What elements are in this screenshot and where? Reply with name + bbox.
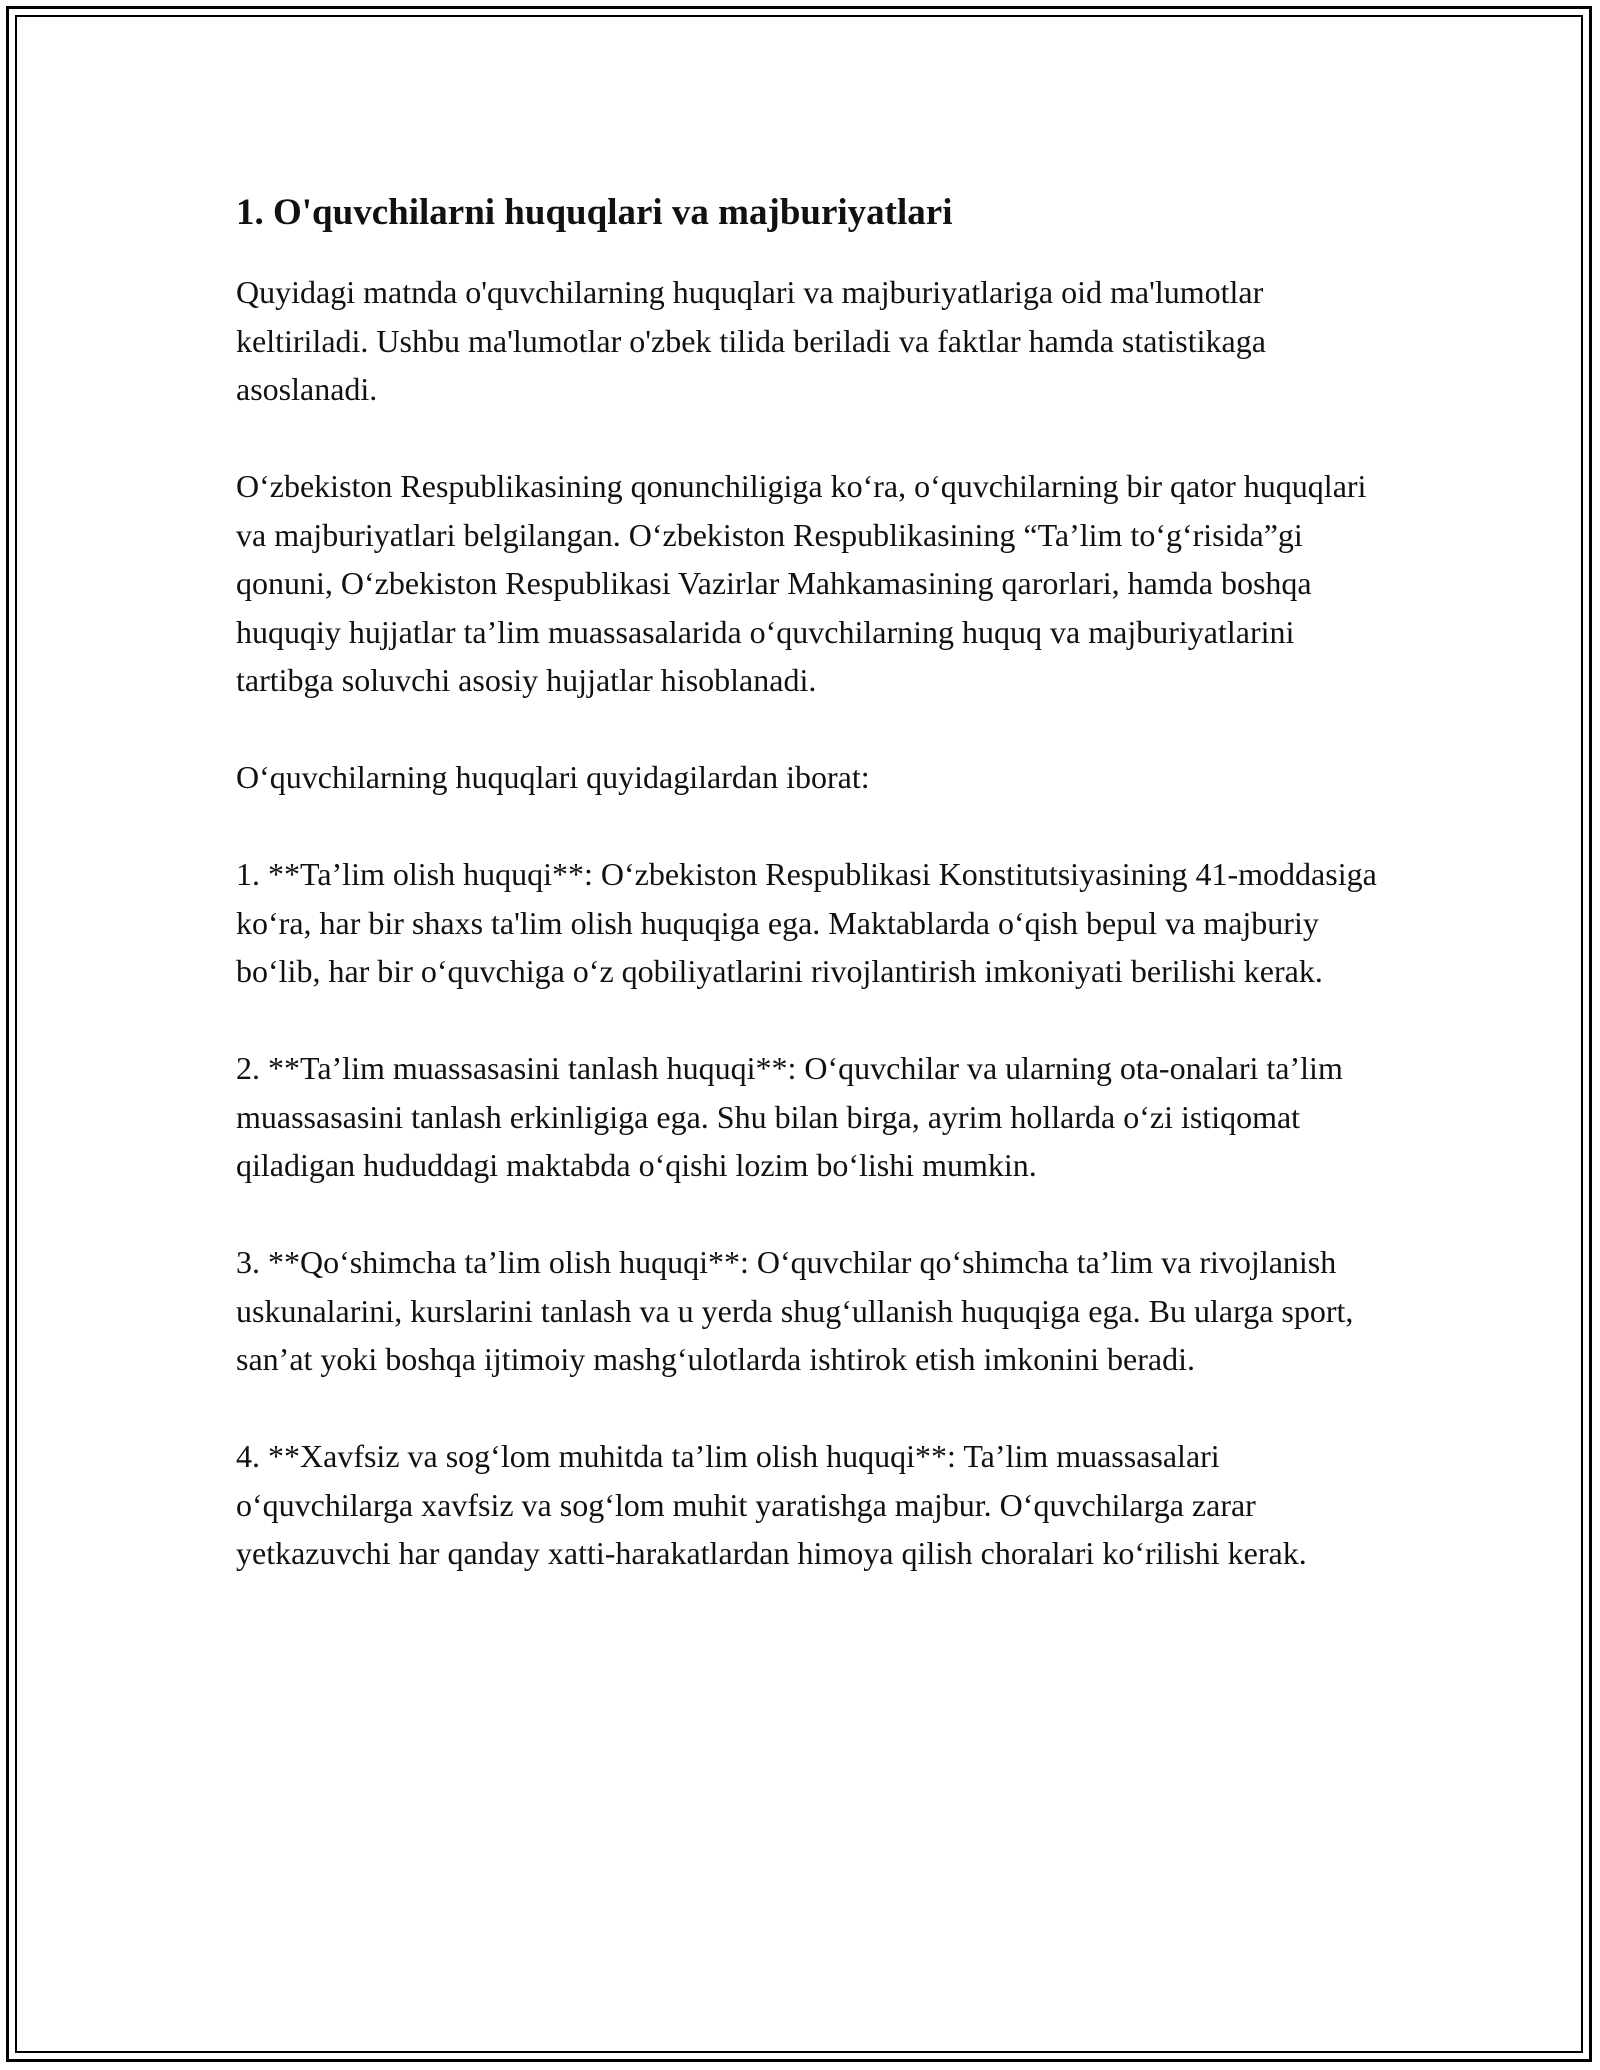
right-item-4: 4. **Xavfsiz va sog‘lom muhitda ta’lim olish huquqi**: Ta’lim muassasalari o‘quvchilarga xavfsiz va sog‘lom muhit yaratishga majbur. O‘quvchilarga zarar yetkazuvchi har qanday xatti-harakatlardan himoya qilish choralari ko‘rilishi kerak. (236, 1438, 1307, 1571)
rights-heading-paragraph: O‘quvchilarning huquqlari quyidagilardan iborat: (236, 759, 870, 795)
document-title: 1. O'quvchilarni huquqlari va majburiyatlari (236, 192, 953, 233)
right-item-3: 3. **Qo‘shimcha ta’lim olish huquqi**: O‘quvchilar qo‘shimcha ta’lim va rivojlanish uskunalarini, kurslarini tanlash va u yerda shug‘ullanish huquqiga ega. Bu ularga sport, san’at yoki boshqa ijtimoiy mashg‘ulotlarda ishtirok etish imkonini beradi. (236, 1244, 1354, 1377)
document-body (236, 190, 1381, 1626)
right-item-2: 2. **Ta’lim muassasasini tanlash huquqi**: O‘quvchilar va ularning ota-onalari ta’lim muassasasini tanlash erkinligiga ega. Shu bilan birga, ayrim hollarda o‘zi istiqomat qiladigan hududdagi maktabda o‘qishi lozim bo‘lishi mumkin. (236, 1050, 1343, 1183)
legal-basis-paragraph: O‘zbekiston Respublikasining qonunchiligiga ko‘ra, o‘quvchilarning bir qator huquqlari va majburiyatlari belgilangan. O‘zbekiston Respublikasining “Ta’lim to‘g‘risida”gi qonuni, O‘zbekiston Respublikasi Vazirlar Mahkamasining qarorlari, hamda boshqa huquqiy hujjatlar ta’lim muassasalarida o‘quvchilarning huquq va majburiyatlarini tartibga soluvchi asosiy hujjatlar hisoblanadi. (236, 468, 1367, 698)
right-item-1: 1. **Ta’lim olish huquqi**: O‘zbekiston Respublikasi Konstitutsiyasining 41-moddasiga ko‘ra, har bir shaxs ta'lim olish huquqiga ega. Maktablarda o‘qish bepul va majburiy bo‘lib, har bir o‘quvchiga o‘z qobiliyatlarini rivojlantirish imkoniyati berilishi kerak. (236, 856, 1377, 989)
intro-paragraph: Quyidagi matnda o'quvchilarning huquqlari va majburiyatlariga oid ma'lumotlar keltiriladi. Ushbu ma'lumotlar o'zbek tilida beriladi va faktlar hamda statistikaga asoslanadi. (236, 274, 1266, 407)
